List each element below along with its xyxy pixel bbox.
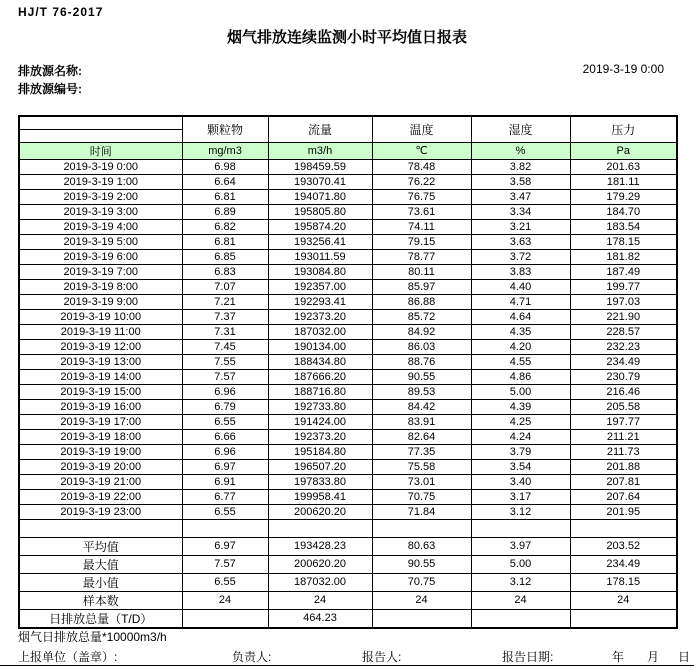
value-cell: 78.77: [372, 249, 471, 264]
time-cell: 2019-3-19 18:00: [19, 429, 182, 444]
value-cell: 192373.20: [268, 309, 372, 324]
column-header-4: 湿度: [471, 116, 570, 142]
time-cell: 2019-3-19 23:00: [19, 504, 182, 519]
value-cell: 179.29: [570, 189, 677, 204]
value-cell: 3.83: [471, 264, 570, 279]
time-cell: 2019-3-19 1:00: [19, 174, 182, 189]
unit-cell-2: m3/h: [268, 142, 372, 159]
column-header-2: 流量: [268, 116, 372, 142]
value-cell: 192357.00: [268, 279, 372, 294]
value-cell: 195184.80: [268, 444, 372, 459]
value-cell: 7.55: [182, 354, 268, 369]
time-cell: 2019-3-19 4:00: [19, 219, 182, 234]
table-row: [19, 384, 677, 399]
value-cell: 3.17: [471, 489, 570, 504]
summary-label: 样本数: [19, 591, 182, 609]
value-cell: 7.31: [182, 324, 268, 339]
value-cell: 7.45: [182, 339, 268, 354]
value-cell: 6.83: [182, 264, 268, 279]
value-cell: 84.92: [372, 324, 471, 339]
column-header-row: [19, 116, 677, 129]
value-cell: 193256.41: [268, 234, 372, 249]
value-cell: 6.89: [182, 204, 268, 219]
value-cell: 73.61: [372, 204, 471, 219]
column-header-1: 颗粒物: [182, 116, 268, 142]
value-cell: 193011.59: [268, 249, 372, 264]
summary-value-cell: 187032.00: [268, 573, 372, 591]
spacer-cell: [471, 519, 570, 537]
value-cell: 6.96: [182, 384, 268, 399]
value-cell: 86.03: [372, 339, 471, 354]
value-cell: 195874.20: [268, 219, 372, 234]
time-cell: 2019-3-19 5:00: [19, 234, 182, 249]
value-cell: 71.84: [372, 504, 471, 519]
value-cell: 6.66: [182, 429, 268, 444]
time-cell: 2019-3-19 11:00: [19, 324, 182, 339]
signature-line: [0, 648, 694, 664]
value-cell: 221.90: [570, 309, 677, 324]
value-cell: 3.47: [471, 189, 570, 204]
value-cell: 6.91: [182, 474, 268, 489]
value-cell: 5.00: [471, 384, 570, 399]
value-cell: 89.53: [372, 384, 471, 399]
value-cell: 193084.80: [268, 264, 372, 279]
table-row: [19, 309, 677, 324]
spacer-cell: [268, 519, 372, 537]
unit-cell-5: Pa: [570, 142, 677, 159]
value-cell: 181.11: [570, 174, 677, 189]
value-cell: 6.77: [182, 489, 268, 504]
table-row: [19, 189, 677, 204]
summary-value-cell: 6.97: [182, 537, 268, 555]
summary-value-cell: 7.57: [182, 555, 268, 573]
value-cell: 6.81: [182, 234, 268, 249]
time-cell: 2019-3-19 3:00: [19, 204, 182, 219]
table-row: [19, 399, 677, 414]
table-row: [19, 204, 677, 219]
value-cell: 4.71: [471, 294, 570, 309]
value-cell: 84.42: [372, 399, 471, 414]
spacer-row: [19, 519, 677, 537]
table-row: [19, 159, 677, 174]
value-cell: 6.96: [182, 444, 268, 459]
table-row: [19, 249, 677, 264]
source-id-label: 排放源编号:: [18, 82, 82, 96]
table-row: [19, 294, 677, 309]
table-row: [19, 489, 677, 504]
time-cell: 2019-3-19 16:00: [19, 399, 182, 414]
value-cell: 211.21: [570, 429, 677, 444]
value-cell: 4.39: [471, 399, 570, 414]
time-cell: 2019-3-19 0:00: [19, 159, 182, 174]
hourly-average-table: [18, 115, 678, 629]
summary-value-cell: [570, 609, 677, 628]
value-cell: 192733.80: [268, 399, 372, 414]
value-cell: 192373.20: [268, 429, 372, 444]
summary-value-cell: 24: [182, 591, 268, 609]
value-cell: 6.79: [182, 399, 268, 414]
table-row: [19, 234, 677, 249]
summary-value-cell: 464.23: [268, 609, 372, 628]
report-title: 烟气排放连续监测小时平均值日报表: [226, 29, 467, 46]
flow-total-note: 烟气日排放总量*10000m3/h: [18, 630, 167, 644]
reporter-label: 报告人:: [362, 650, 402, 664]
table-row: [19, 219, 677, 234]
unit-cell-1: mg/m3: [182, 142, 268, 159]
value-cell: 85.72: [372, 309, 471, 324]
value-cell: 4.86: [471, 369, 570, 384]
table-row: [19, 369, 677, 384]
summary-value-cell: 80.63: [372, 537, 471, 555]
value-cell: 6.55: [182, 414, 268, 429]
summary-value-cell: 70.75: [372, 573, 471, 591]
bottom-rule: [0, 665, 694, 666]
value-cell: 4.40: [471, 279, 570, 294]
value-cell: 194071.80: [268, 189, 372, 204]
summary-value-cell: 24: [268, 591, 372, 609]
value-cell: 3.12: [471, 504, 570, 519]
value-cell: 205.58: [570, 399, 677, 414]
value-cell: 7.57: [182, 369, 268, 384]
time-cell: 2019-3-19 17:00: [19, 414, 182, 429]
time-cell: 2019-3-19 21:00: [19, 474, 182, 489]
value-cell: 3.79: [471, 444, 570, 459]
time-cell: 2019-3-19 20:00: [19, 459, 182, 474]
value-cell: 228.57: [570, 324, 677, 339]
summary-row: [19, 591, 677, 609]
value-cell: 76.22: [372, 174, 471, 189]
value-cell: 183.54: [570, 219, 677, 234]
time-cell: 2019-3-19 19:00: [19, 444, 182, 459]
time-cell: 2019-3-19 12:00: [19, 339, 182, 354]
value-cell: 75.58: [372, 459, 471, 474]
value-cell: 7.37: [182, 309, 268, 324]
value-cell: 83.91: [372, 414, 471, 429]
value-cell: 76.75: [372, 189, 471, 204]
value-cell: 86.88: [372, 294, 471, 309]
value-cell: 201.95: [570, 504, 677, 519]
value-cell: 4.24: [471, 429, 570, 444]
value-cell: 4.35: [471, 324, 570, 339]
value-cell: 85.97: [372, 279, 471, 294]
time-header-top-cell: [19, 116, 182, 129]
value-cell: 3.34: [471, 204, 570, 219]
table-row: [19, 444, 677, 459]
value-cell: 178.15: [570, 234, 677, 249]
value-cell: 230.79: [570, 369, 677, 384]
value-cell: 188716.80: [268, 384, 372, 399]
value-cell: 82.64: [372, 429, 471, 444]
time-cell: 2019-3-19 6:00: [19, 249, 182, 264]
summary-row: [19, 573, 677, 591]
column-header-3: 温度: [372, 116, 471, 142]
report-unit-label: 上报单位（盖章）:: [18, 650, 118, 664]
value-cell: 211.73: [570, 444, 677, 459]
time-cell: 2019-3-19 15:00: [19, 384, 182, 399]
summary-value-cell: 203.52: [570, 537, 677, 555]
table-row: [19, 174, 677, 189]
summary-value-cell: 234.49: [570, 555, 677, 573]
value-cell: 3.21: [471, 219, 570, 234]
value-cell: 193070.41: [268, 174, 372, 189]
value-cell: 192293.41: [268, 294, 372, 309]
value-cell: 187032.00: [268, 324, 372, 339]
summary-value-cell: 24: [570, 591, 677, 609]
value-cell: 197.77: [570, 414, 677, 429]
value-cell: 3.63: [471, 234, 570, 249]
value-cell: 88.76: [372, 354, 471, 369]
value-cell: 4.64: [471, 309, 570, 324]
summary-row: [19, 537, 677, 555]
summary-value-cell: 24: [372, 591, 471, 609]
source-name-label: 排放源名称:: [18, 64, 82, 78]
summary-label: 日排放总量（T/D）: [19, 609, 182, 628]
time-cell: 2019-3-19 14:00: [19, 369, 182, 384]
table-row: [19, 264, 677, 279]
summary-value-cell: [471, 609, 570, 628]
table-row: [19, 279, 677, 294]
value-cell: 70.75: [372, 489, 471, 504]
value-cell: 234.49: [570, 354, 677, 369]
responsible-person-label: 负责人:: [232, 650, 272, 664]
value-cell: 197833.80: [268, 474, 372, 489]
value-cell: 188434.80: [268, 354, 372, 369]
unit-cell-4: %: [471, 142, 570, 159]
table-row: [19, 504, 677, 519]
column-header-5: 压力: [570, 116, 677, 142]
value-cell: 6.85: [182, 249, 268, 264]
value-cell: 216.46: [570, 384, 677, 399]
value-cell: 74.11: [372, 219, 471, 234]
month-label: 月: [647, 650, 660, 664]
table-row: [19, 339, 677, 354]
value-cell: 3.40: [471, 474, 570, 489]
value-cell: 184.70: [570, 204, 677, 219]
value-cell: 6.64: [182, 174, 268, 189]
table-row: [19, 324, 677, 339]
value-cell: 73.01: [372, 474, 471, 489]
time-cell: 2019-3-19 7:00: [19, 264, 182, 279]
time-cell: 2019-3-19 9:00: [19, 294, 182, 309]
value-cell: 3.58: [471, 174, 570, 189]
summary-row: [19, 555, 677, 573]
table-row: [19, 459, 677, 474]
summary-value-cell: 3.12: [471, 573, 570, 591]
day-label: 日: [678, 650, 691, 664]
value-cell: 4.55: [471, 354, 570, 369]
value-cell: 80.11: [372, 264, 471, 279]
value-cell: 181.82: [570, 249, 677, 264]
year-label: 年: [612, 650, 625, 664]
value-cell: 3.82: [471, 159, 570, 174]
value-cell: 201.63: [570, 159, 677, 174]
summary-label: 最小值: [19, 573, 182, 591]
table-row: [19, 474, 677, 489]
table-row: [19, 354, 677, 369]
summary-value-cell: 5.00: [471, 555, 570, 573]
value-cell: 3.54: [471, 459, 570, 474]
spacer-cell: [570, 519, 677, 537]
value-cell: 3.72: [471, 249, 570, 264]
time-header-bottom-cell: [19, 129, 182, 142]
summary-value-cell: 193428.23: [268, 537, 372, 555]
time-header-cell: 时间: [19, 142, 182, 159]
value-cell: 79.15: [372, 234, 471, 249]
value-cell: 232.23: [570, 339, 677, 354]
time-cell: 2019-3-19 10:00: [19, 309, 182, 324]
time-cell: 2019-3-19 13:00: [19, 354, 182, 369]
value-cell: 207.64: [570, 489, 677, 504]
value-cell: 190134.00: [268, 339, 372, 354]
summary-value-cell: 24: [471, 591, 570, 609]
time-cell: 2019-3-19 2:00: [19, 189, 182, 204]
report-date-label: 报告日期:: [502, 650, 554, 664]
summary-value-cell: [372, 609, 471, 628]
value-cell: 4.25: [471, 414, 570, 429]
value-cell: 7.21: [182, 294, 268, 309]
summary-label: 最大值: [19, 555, 182, 573]
value-cell: 6.97: [182, 459, 268, 474]
value-cell: 199.77: [570, 279, 677, 294]
value-cell: 200620.20: [268, 504, 372, 519]
summary-value-cell: 3.97: [471, 537, 570, 555]
report-datetime: 2019-3-19 0:00: [582, 62, 664, 76]
table-row: [19, 429, 677, 444]
spacer-cell: [372, 519, 471, 537]
summary-row: [19, 609, 677, 628]
value-cell: 191424.00: [268, 414, 372, 429]
table-row: [19, 414, 677, 429]
spacer-cell: [19, 519, 182, 537]
value-cell: 195805.80: [268, 204, 372, 219]
value-cell: 6.82: [182, 219, 268, 234]
unit-cell-3: ℃: [372, 142, 471, 159]
value-cell: 6.98: [182, 159, 268, 174]
unit-row: [19, 142, 677, 159]
value-cell: 7.07: [182, 279, 268, 294]
value-cell: 196507.20: [268, 459, 372, 474]
summary-value-cell: 90.55: [372, 555, 471, 573]
summary-value-cell: 6.55: [182, 573, 268, 591]
time-cell: 2019-3-19 22:00: [19, 489, 182, 504]
value-cell: 78.48: [372, 159, 471, 174]
value-cell: 207.81: [570, 474, 677, 489]
value-cell: 90.55: [372, 369, 471, 384]
value-cell: 198459.59: [268, 159, 372, 174]
value-cell: 6.55: [182, 504, 268, 519]
summary-label: 平均值: [19, 537, 182, 555]
summary-value-cell: 200620.20: [268, 555, 372, 573]
summary-value-cell: [182, 609, 268, 628]
spacer-cell: [182, 519, 268, 537]
value-cell: 187666.20: [268, 369, 372, 384]
time-cell: 2019-3-19 8:00: [19, 279, 182, 294]
standard-code: HJ/T 76-2017: [18, 5, 104, 19]
value-cell: 187.49: [570, 264, 677, 279]
value-cell: 4.20: [471, 339, 570, 354]
value-cell: 77.35: [372, 444, 471, 459]
summary-value-cell: 178.15: [570, 573, 677, 591]
value-cell: 201.88: [570, 459, 677, 474]
value-cell: 199958.41: [268, 489, 372, 504]
value-cell: 197.03: [570, 294, 677, 309]
value-cell: 6.81: [182, 189, 268, 204]
